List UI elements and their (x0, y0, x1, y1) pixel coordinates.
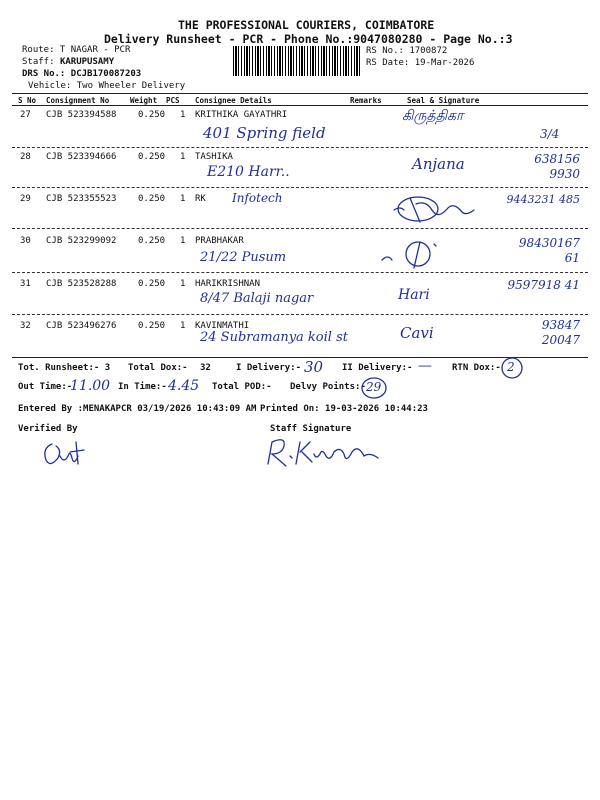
rs-number: RS No.: 1700872 (366, 46, 448, 56)
total-dox-value: 32 (200, 363, 211, 373)
drs-line (22, 69, 141, 79)
col-sno: S No (18, 96, 37, 105)
in-time-label: In Time:- (118, 382, 167, 392)
runsheet-subtitle: Delivery Runsheet - PCR - Phone No.:9047080280 - Page No.:3 (104, 32, 513, 46)
route-label: Route: T NAGAR - PCR (22, 45, 131, 55)
staff-label: Staff: (22, 57, 55, 67)
handwritten-address: 21/22 Pusum (200, 250, 287, 265)
handwritten-address: Infotech (232, 191, 283, 205)
table-row-sno: 30 (20, 236, 31, 246)
handwritten-phone: 9597918 41 (507, 278, 580, 292)
drs-label: DRS No.: (22, 69, 66, 79)
table-row-pcs: 1 (180, 152, 186, 162)
col-consignee: Consignee Details (195, 96, 272, 105)
row-divider (12, 272, 588, 273)
handwritten-address: 401 Spring field (203, 124, 326, 142)
handwritten-signature: கிருத்திகா (402, 108, 464, 124)
handwritten-phone: 638156 9930 (534, 152, 580, 181)
table-header-rule (12, 105, 588, 106)
in-time-handwritten: 4.45 (168, 378, 200, 394)
rtn-dox-label: RTN Dox:- (452, 363, 501, 373)
col-remarks: Remarks (350, 96, 382, 105)
table-row-weight: 0.250 (138, 236, 166, 246)
tot-runsheet: Tot. Runsheet:- 3 (18, 363, 111, 373)
table-row-consignee: PRABHAKAR (195, 236, 244, 246)
table-row-consignee: TASHIKA (195, 152, 233, 162)
verified-by-signature (38, 438, 98, 472)
handwritten-signature: Hari (398, 287, 430, 303)
row-divider (12, 187, 588, 188)
handwritten-signature: Anjana (412, 155, 465, 173)
col-seal: Seal & Signature (407, 96, 480, 105)
company-title: THE PROFESSIONAL COURIERS, COIMBATORE (178, 18, 435, 32)
table-row-pcs: 1 (180, 321, 186, 331)
row-divider (12, 147, 588, 148)
verified-by-label: Verified By (18, 424, 78, 434)
table-row-consignment: CJB 523299092 (46, 236, 117, 246)
table-row-consignee: KAVINMATHI (195, 321, 250, 331)
ii-delivery-handwritten: — (418, 358, 432, 374)
table-row-consignment: CJB 523394666 (46, 152, 117, 162)
table-row-weight: 0.250 (138, 279, 166, 289)
i-delivery-label: I Delivery:- (236, 363, 302, 373)
entered-by: Entered By :MENAKAPCR 03/19/2026 10:43:09 AM (18, 404, 257, 414)
table-row-consignee: HARIKRISHNAN (195, 279, 261, 289)
handwritten-phone: 9443231 485 (506, 193, 580, 206)
rtn-dox-handwritten: 2 (507, 360, 515, 374)
delvy-points-label: Delvy Points:- (290, 382, 366, 392)
table-row-consignment: CJB 523394588 (46, 110, 117, 120)
staff-line (22, 57, 114, 67)
table-row-sno: 29 (20, 194, 31, 204)
total-pod-label: Total POD:- (212, 382, 272, 392)
handwritten-phone: 98430167 61 (518, 236, 580, 265)
handwritten-signature: Cavi (400, 324, 434, 342)
handwritten-phone: 93847 20047 (541, 318, 580, 347)
table-row-weight: 0.250 (138, 152, 166, 162)
table-row-sno: 32 (20, 321, 31, 331)
table-row-consignment: CJB 523496276 (46, 321, 117, 331)
printed-on: Printed On: 19-03-2026 10:44:23 (260, 404, 428, 414)
table-row-pcs: 1 (180, 279, 186, 289)
handwritten-address: 24 Subramanya koil st (200, 330, 348, 345)
table-row-weight: 0.250 (138, 321, 166, 331)
table-row-sno: 27 (20, 110, 31, 120)
row-divider (12, 228, 588, 229)
staff-signature (262, 434, 402, 470)
out-time-handwritten: 11.00 (70, 378, 111, 394)
signature-scribble (380, 238, 450, 272)
i-delivery-handwritten: 30 (304, 358, 324, 376)
delvy-points-handwritten: 29 (366, 380, 382, 394)
signature-scribble (390, 192, 480, 226)
col-pcs: PCS (166, 96, 180, 105)
table-top-rule (12, 93, 588, 94)
drs-value: DCJB170087203 (70, 69, 142, 79)
table-row-weight: 0.250 (138, 110, 166, 120)
barcode (233, 46, 361, 76)
ii-delivery-label: II Delivery:- (342, 363, 413, 373)
table-row-consignment: CJB 523528288 (46, 279, 117, 289)
table-row-sno: 31 (20, 279, 31, 289)
handwritten-address: 8/47 Balaji nagar (200, 291, 314, 306)
vehicle-label: Vehicle: Two Wheeler Delivery (28, 81, 186, 91)
total-dox-label: Total Dox:- (128, 363, 188, 373)
staff-value: KARUPUSAMY (59, 57, 115, 67)
col-consignment: Consignment No (46, 96, 110, 105)
table-row-consignee: KRITHIKA GAYATHRI (195, 110, 288, 120)
rs-date: RS Date: 19-Mar-2026 (366, 58, 475, 68)
table-row-consignment: CJB 523355523 (46, 194, 117, 204)
table-row-pcs: 1 (180, 194, 186, 204)
out-time-label: Out Time:- (18, 382, 73, 392)
table-row-weight: 0.250 (138, 194, 166, 204)
handwritten-phone: 3/4 (540, 127, 560, 141)
table-row-consignee: RK (195, 194, 206, 204)
row-divider (12, 314, 588, 315)
table-row-pcs: 1 (180, 236, 186, 246)
handwritten-address: E210 Harr.. (207, 164, 290, 180)
table-row-pcs: 1 (180, 110, 186, 120)
table-row-sno: 28 (20, 152, 31, 162)
col-weight: Weight (130, 96, 158, 105)
staff-signature-label: Staff Signature (270, 424, 352, 434)
